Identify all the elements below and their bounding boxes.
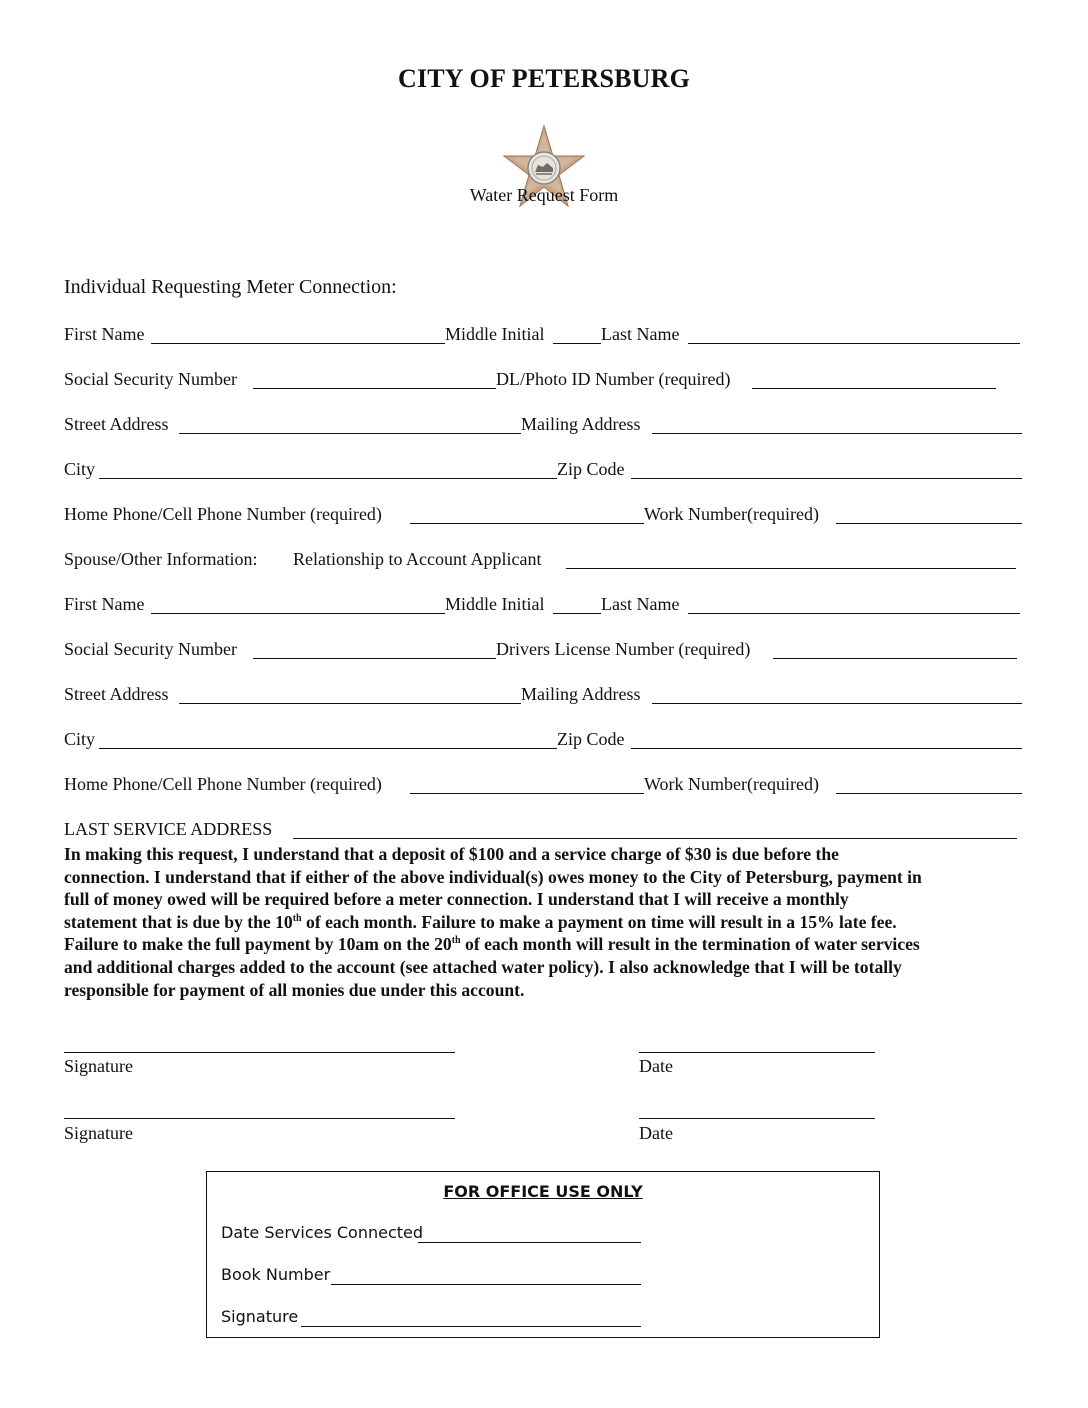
zip-code-field[interactable] [631, 478, 1022, 479]
agreement-line: responsible for payment of all monies due under this account. [64, 979, 525, 1000]
spouse-middle-initial-label: Middle Initial [445, 594, 545, 614]
form-subtitle: Water Request Form [469, 185, 619, 205]
agreement-line: Failure to make the full payment by 10am on the 20th of each month will result in the termination of water services [64, 934, 920, 955]
ssn-field[interactable] [253, 388, 496, 389]
drivers-license-field[interactable] [773, 658, 1017, 659]
street-address-field[interactable] [179, 433, 521, 434]
mailing-address-label: Mailing Address [521, 414, 641, 434]
book-number-label: Book Number [221, 1265, 331, 1284]
first-name-field[interactable] [151, 343, 445, 344]
dl-photo-id-label: DL/Photo ID Number (required) [496, 369, 731, 389]
middle-initial-label: Middle Initial [445, 324, 545, 344]
signature-line-1[interactable] [64, 1052, 455, 1053]
office-use-box [206, 1171, 880, 1338]
agreement-line: statement that is due by the 10th of each month. Failure to make a payment on time will result in a 15% late fee. [64, 911, 897, 932]
applicant-city-row [64, 459, 1024, 483]
last-name-field[interactable] [688, 343, 1020, 344]
spouse-home-phone-field[interactable] [410, 793, 644, 794]
spouse-zip-code-label: Zip Code [557, 729, 625, 749]
agreement-line: and additional charges added to the account (see attached water policy). I also acknowledge that I will be totally [64, 956, 902, 977]
date-line-1[interactable] [639, 1052, 875, 1053]
city-label: City [64, 459, 96, 479]
agreement-paragraph [64, 843, 1026, 1001]
ssn-label: Social Security Number [64, 369, 237, 389]
last-service-address-row [64, 819, 1024, 843]
office-use-title: FOR OFFICE USE ONLY [443, 1182, 643, 1201]
date-connected-label: Date Services Connected [221, 1223, 424, 1242]
office-signature-label: Signature [221, 1307, 299, 1326]
spouse-relationship-row [64, 549, 1024, 573]
spouse-home-phone-label: Home Phone/Cell Phone Number (required) [64, 774, 382, 794]
spouse-city-row [64, 729, 1024, 753]
spouse-middle-initial-field[interactable] [553, 613, 601, 614]
spouse-info-label: Spouse/Other Information: [64, 549, 258, 569]
spouse-zip-code-field[interactable] [631, 748, 1022, 749]
dl-photo-id-field[interactable] [752, 388, 996, 389]
relationship-label: Relationship to Account Applicant [293, 549, 542, 569]
spouse-work-number-field[interactable] [836, 793, 1022, 794]
work-number-field[interactable] [836, 523, 1022, 524]
last-name-label: Last Name [601, 324, 680, 344]
middle-initial-field[interactable] [553, 343, 601, 344]
date-label-1: Date [639, 1056, 673, 1076]
last-service-address-field[interactable] [293, 838, 1017, 839]
home-phone-label: Home Phone/Cell Phone Number (required) [64, 504, 382, 524]
spouse-phone-row [64, 774, 1024, 798]
zip-code-label: Zip Code [557, 459, 625, 479]
signature-line-2[interactable] [64, 1118, 455, 1119]
city-field[interactable] [99, 478, 557, 479]
work-number-label: Work Number(required) [644, 504, 819, 524]
spouse-last-name-label: Last Name [601, 594, 680, 614]
spouse-city-label: City [64, 729, 96, 749]
office-signature-field[interactable] [301, 1326, 641, 1327]
last-service-address-label: LAST SERVICE ADDRESS [64, 819, 273, 839]
spouse-address-row [64, 684, 1024, 708]
signature-label-1: Signature [64, 1056, 133, 1076]
spouse-work-number-label: Work Number(required) [644, 774, 819, 794]
street-address-label: Street Address [64, 414, 169, 434]
book-number-field[interactable] [331, 1284, 641, 1285]
agreement-line: In making this request, I understand that a deposit of $100 and a service charge of $30 is due before the [64, 844, 839, 864]
drivers-license-label: Drivers License Number (required) [496, 639, 751, 659]
home-phone-field[interactable] [410, 523, 644, 524]
spouse-name-row [64, 594, 1024, 618]
document-title: CITY OF PETERSBURG [397, 64, 691, 93]
applicant-id-row [64, 369, 1024, 393]
mailing-address-field[interactable] [652, 433, 1022, 434]
section-heading: Individual Requesting Meter Connection: [64, 276, 397, 298]
spouse-last-name-field[interactable] [688, 613, 1020, 614]
date-label-2: Date [639, 1123, 673, 1143]
agreement-line: full of money owed will be required before a meter connection. I understand that I will receive a monthly [64, 889, 849, 910]
spouse-ssn-field[interactable] [253, 658, 496, 659]
spouse-first-name-label: First Name [64, 594, 145, 614]
applicant-name-row [64, 324, 1024, 348]
spouse-ssn-label: Social Security Number [64, 639, 237, 659]
applicant-address-row [64, 414, 1024, 438]
spouse-first-name-field[interactable] [151, 613, 445, 614]
spouse-id-row [64, 639, 1024, 663]
spouse-street-address-label: Street Address [64, 684, 169, 704]
spouse-city-field[interactable] [99, 748, 557, 749]
agreement-line: connection. I understand that if either of the above individual(s) owes money to the City of Petersburg, payment in [64, 866, 922, 887]
signature-label-2: Signature [64, 1123, 133, 1143]
applicant-phone-row [64, 504, 1024, 528]
relationship-field[interactable] [566, 568, 1016, 569]
spouse-mailing-address-label: Mailing Address [521, 684, 641, 704]
first-name-label: First Name [64, 324, 145, 344]
date-connected-field[interactable] [418, 1242, 641, 1243]
spouse-street-address-field[interactable] [179, 703, 521, 704]
date-line-2[interactable] [639, 1118, 875, 1119]
spouse-mailing-address-field[interactable] [652, 703, 1022, 704]
